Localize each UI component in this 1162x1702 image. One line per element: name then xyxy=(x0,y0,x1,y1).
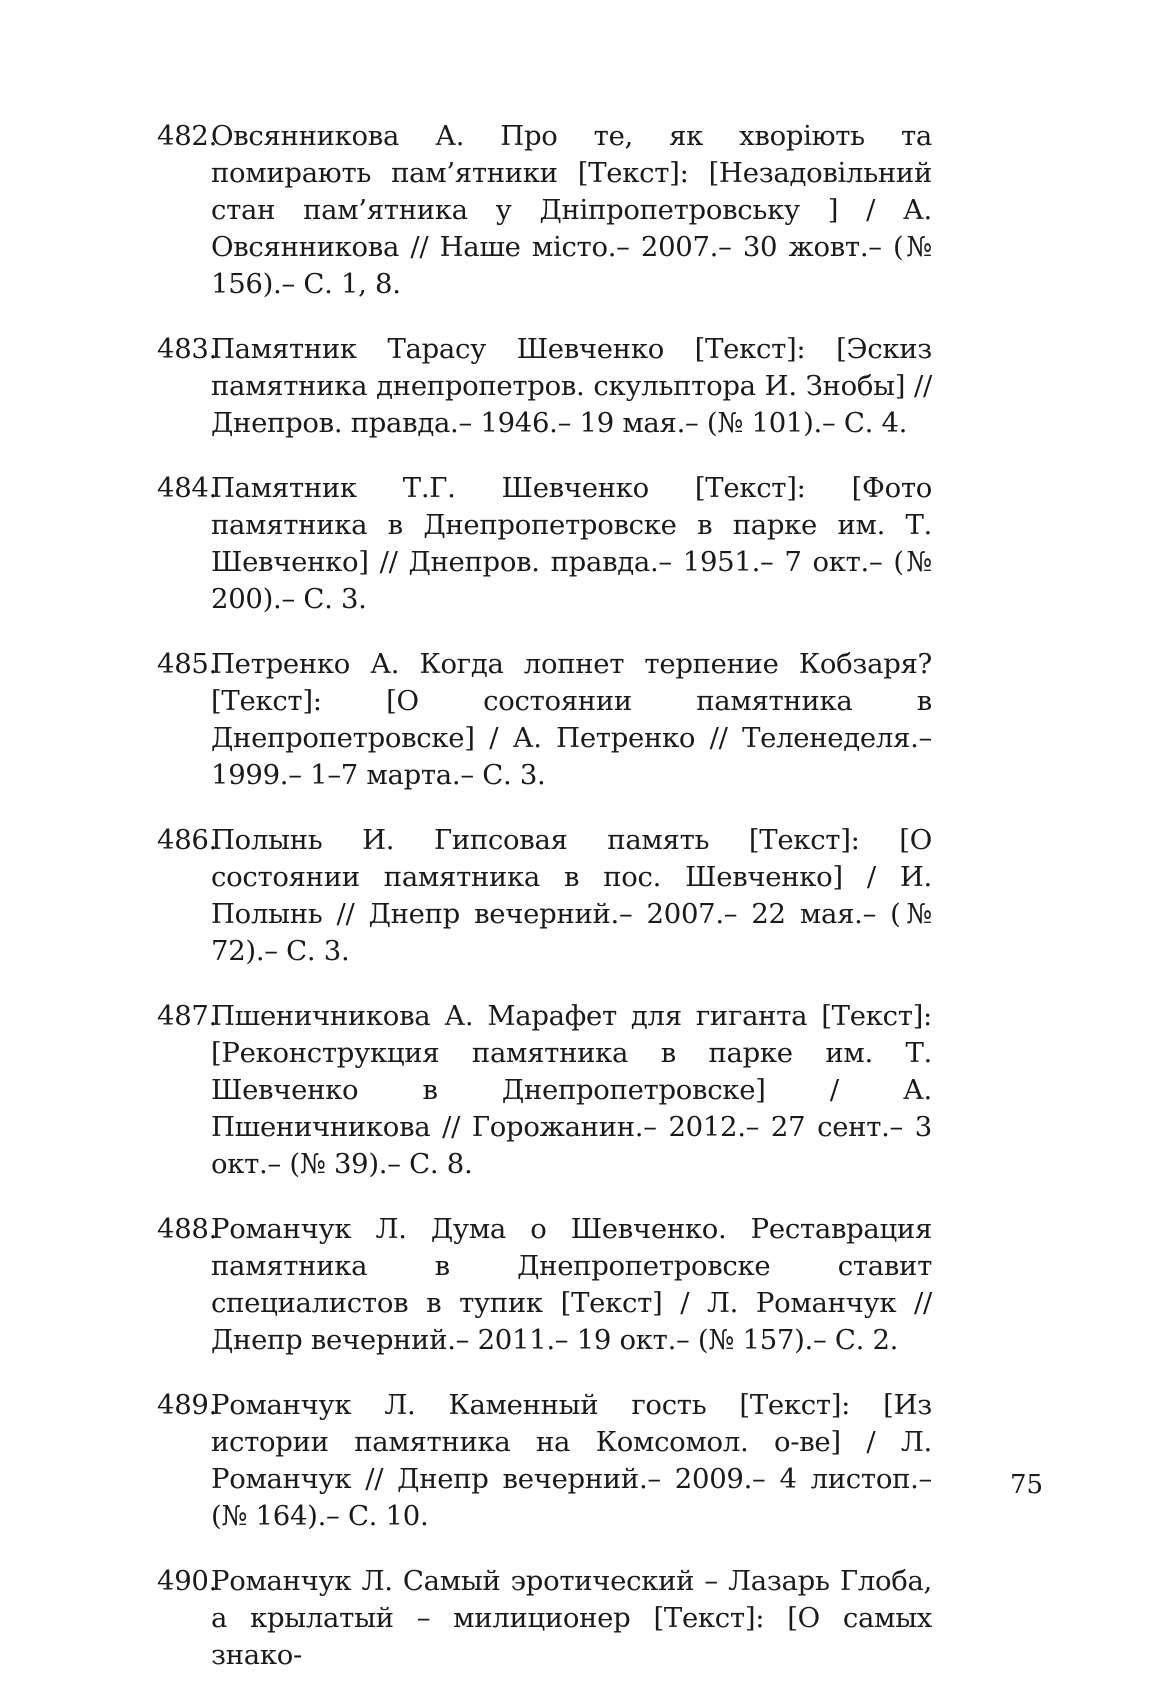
page-number: 75 xyxy=(1010,1470,1044,1500)
entry-text: Полынь И. Гипсовая память [Текст]: [О состоянии памятника в пос. Шевченко] / И. Полынь // Днепр вечерний.– 2007.– 22 мая.– (№ 72).– С. 3. xyxy=(211,824,932,967)
entry-text: Романчук Л. Каменный гость [Текст]: [Из истории памятника на Комсомол. о-ве] / Л. Романчук // Днепр вечерний.– 2009.– 4 листоп.– (№ 164).– С. 10. xyxy=(211,1389,932,1532)
entry-number: 486. xyxy=(157,824,218,856)
bibliography-entry xyxy=(157,822,932,970)
bibliography-entry xyxy=(157,118,932,303)
bibliography-entry xyxy=(157,1211,932,1359)
bibliography-entry xyxy=(157,470,932,618)
entry-text: Романчук Л. Дума о Шевченко. Реставрация памятника в Днепропетровске ставит специалистов в тупик [Текст] / Л. Романчук // Днепр вечерний.– 2011.– 19 окт.– (№ 157).– С. 2. xyxy=(211,1213,932,1356)
entry-number: 488. xyxy=(157,1213,218,1245)
bibliography-entry xyxy=(157,998,932,1183)
bibliography-entry xyxy=(157,1387,932,1535)
entry-text: Петренко А. Когда лопнет терпение Кобзаря? [Текст]: [О состоянии памятника в Днепропетровске] / А. Петренко // Теленеделя.– 1999.– 1–7 марта.– С. 3. xyxy=(211,648,932,791)
entry-text: Памятник Тарасу Шевченко [Текст]: [Эскиз памятника днепропетров. скульптора И. Знобы] // Днепров. правда.– 1946.– 19 мая.– (№ 101).– С. 4. xyxy=(211,333,932,439)
entry-number: 489. xyxy=(157,1389,218,1421)
entry-text: Пшеничникова А. Марафет для гиганта [Текст]: [Реконструкция памятника в парке им. Т. Шевченко в Днепропетровске] / А. Пшеничникова // Горожанин.– 2012.– 27 сент.– 3 окт.– (№ 39).– С. 8. xyxy=(211,1000,932,1180)
entry-number: 487. xyxy=(157,1000,218,1032)
entry-number: 490. xyxy=(157,1565,218,1597)
bibliography-list xyxy=(157,118,932,1702)
bibliography-entry xyxy=(157,1563,932,1674)
entry-text: Романчук Л. Самый эротический – Лазарь Глоба, а крылатый – милиционер [Текст]: [О самых знако- xyxy=(211,1565,932,1671)
entry-number: 485. xyxy=(157,648,218,680)
entry-number: 482. xyxy=(157,120,218,152)
entry-text: Памятник Т.Г. Шевченко [Текст]: [Фото памятника в Днепропетровске в парке им. Т. Шевченко] // Днепров. правда.– 1951.– 7 окт.– (№ 200).– С. 3. xyxy=(211,472,932,615)
entry-number: 483. xyxy=(157,333,218,365)
bibliography-entry xyxy=(157,331,932,442)
entry-number: 484. xyxy=(157,472,218,504)
bibliography-entry xyxy=(157,646,932,794)
entry-text: Овсянникова А. Про те, як хворіють та помирають пам’ятники [Текст]: [Незадовільний стан пам’ятника у Дніпропетровську ] / А. Овсянникова // Наше місто.– 2007.– 30 жовт.– (№ 156).– С. 1, 8. xyxy=(211,120,932,300)
